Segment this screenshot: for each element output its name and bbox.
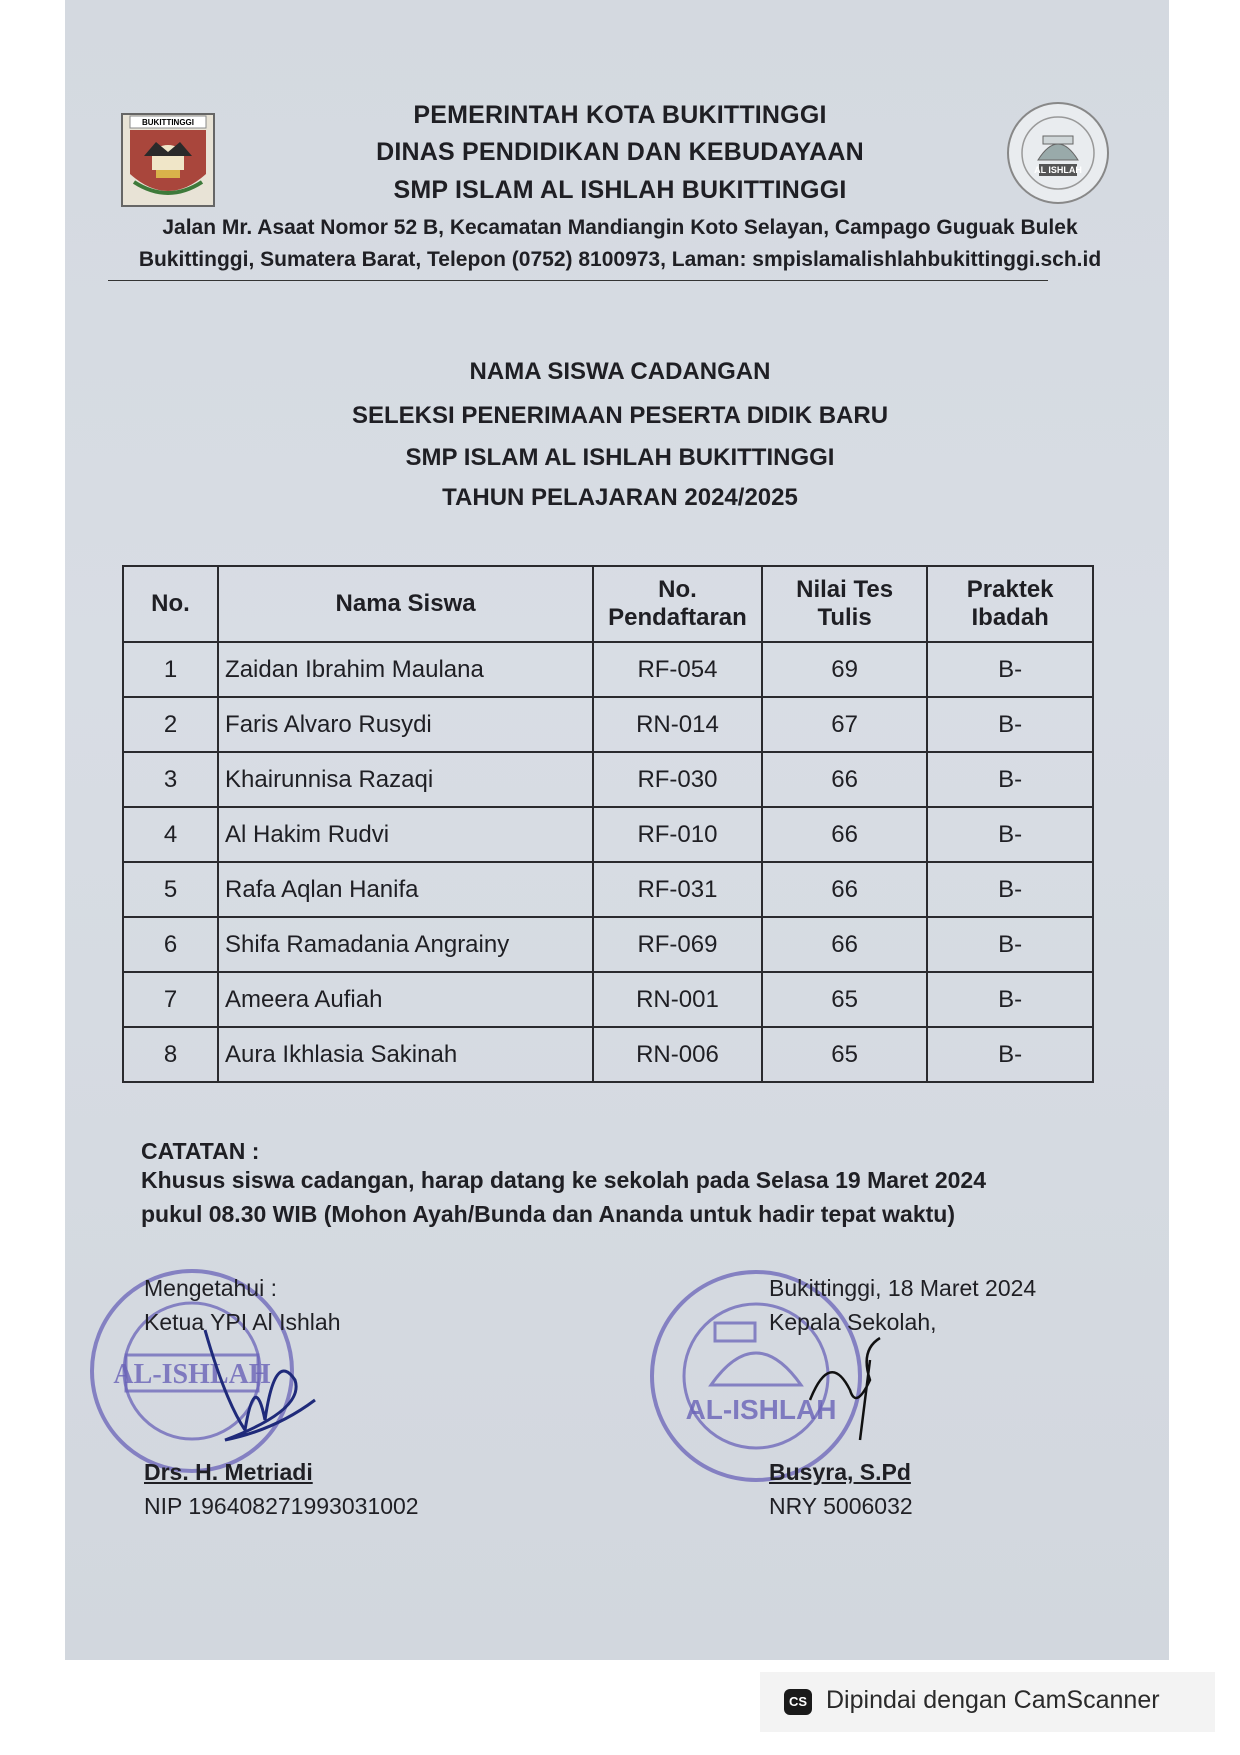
right-sign-date: Bukittinggi, 18 Maret 2024 — [769, 1275, 1037, 1301]
right-signature-block — [769, 1271, 1036, 1523]
emblem-label: BUKITTINGGI — [142, 118, 194, 127]
cell-nama: Al Hakim Rudvi — [218, 807, 593, 862]
cell-praktek: B- — [927, 642, 1093, 697]
document-subtitle: SELEKSI PENERIMAAN PESERTA DIDIK BARU — [351, 402, 889, 429]
header-nilai-tes-tulis: Nilai Tes Tulis — [762, 566, 928, 642]
letterhead-department: DINAS PENDIDIKAN DAN KEBUDAYAAN — [376, 138, 864, 166]
cell-no: 2 — [123, 697, 218, 752]
cell-pendaftaran: RF-030 — [593, 752, 762, 807]
left-sign-acknowledged: Mengetahui : — [144, 1275, 277, 1301]
cell-nama: Faris Alvaro Rusydi — [218, 697, 593, 752]
cell-nilai: 69 — [762, 642, 928, 697]
table-header-row — [123, 566, 1093, 642]
cell-nilai: 66 — [762, 807, 928, 862]
cell-no: 7 — [123, 972, 218, 1027]
table-row — [123, 972, 1093, 1027]
table-row — [123, 642, 1093, 697]
cell-no: 5 — [123, 862, 218, 917]
cell-nama: Ameera Aufiah — [218, 972, 593, 1027]
left-signer-id: NIP 196408271993031002 — [144, 1493, 419, 1519]
document-year: TAHUN PELAJARAN 2024/2025 — [442, 484, 798, 511]
cell-no: 4 — [123, 807, 218, 862]
table-row — [123, 917, 1093, 972]
cell-nilai: 67 — [762, 697, 928, 752]
cell-praktek: B- — [927, 697, 1093, 752]
cell-pendaftaran: RF-031 — [593, 862, 762, 917]
table-row — [123, 807, 1093, 862]
table-row — [123, 1027, 1093, 1082]
cell-nama: Khairunnisa Razaqi — [218, 752, 593, 807]
cell-pendaftaran: RF-069 — [593, 917, 762, 972]
note-line-2: pukul 08.30 WIB (Mohon Ayah/Bunda dan Ananda untuk hadir tepat waktu) — [141, 1201, 955, 1227]
cell-nilai: 65 — [762, 1027, 928, 1082]
table-row — [123, 752, 1093, 807]
cell-nilai: 66 — [762, 862, 928, 917]
note-title: CATATAN : — [141, 1138, 260, 1164]
camscanner-logo-icon: CS — [784, 1689, 812, 1715]
right-stamp-label: AL-ISHLAH — [685, 1394, 837, 1425]
table-row — [123, 697, 1093, 752]
cell-pendaftaran: RF-010 — [593, 807, 762, 862]
left-stamp-label: AL-ISHLAH — [113, 1359, 271, 1390]
note-line-1: Khusus siswa cadangan, harap datang ke sekolah pada Selasa 19 Maret 2024 — [141, 1167, 986, 1193]
cell-no: 8 — [123, 1027, 218, 1082]
left-signature-block — [144, 1271, 419, 1523]
cell-nama: Rafa Aqlan Hanifa — [218, 862, 593, 917]
cell-no: 1 — [123, 642, 218, 697]
header-praktek-ibadah: Praktek Ibadah — [927, 566, 1093, 642]
cell-nilai: 66 — [762, 752, 928, 807]
cell-praktek: B- — [927, 1027, 1093, 1082]
letterhead-address-line-1: Jalan Mr. Asaat Nomor 52 B, Kecamatan Mandiangin Koto Selayan, Campago Guguak Bulek — [162, 216, 1078, 239]
cell-no: 3 — [123, 752, 218, 807]
header-no: No. — [123, 566, 218, 642]
reserve-students-table — [122, 565, 1094, 1083]
document-school: SMP ISLAM AL ISHLAH BUKITTINGGI — [405, 444, 835, 471]
cell-pendaftaran: RN-006 — [593, 1027, 762, 1082]
cell-pendaftaran: RN-014 — [593, 697, 762, 752]
letterhead-school: SMP ISLAM AL ISHLAH BUKITTINGGI — [393, 176, 847, 204]
cell-nama: Aura Ikhlasia Sakinah — [218, 1027, 593, 1082]
letterhead-government: PEMERINTAH KOTA BUKITTINGGI — [413, 101, 827, 129]
camscanner-text: Dipindai dengan CamScanner — [826, 1686, 1160, 1714]
cell-praktek: B- — [927, 752, 1093, 807]
cell-pendaftaran: RF-054 — [593, 642, 762, 697]
right-logo-label: AL ISHLAH — [1034, 165, 1082, 175]
header-no-pendaftaran: No. Pendaftaran — [593, 566, 762, 642]
cell-praktek: B- — [927, 917, 1093, 972]
table-row — [123, 862, 1093, 917]
cell-praktek: B- — [927, 972, 1093, 1027]
cell-pendaftaran: RN-001 — [593, 972, 762, 1027]
left-signer-name: Drs. H. Metriadi — [144, 1459, 313, 1485]
right-sign-position: Kepala Sekolah, — [769, 1309, 937, 1335]
right-signer-id: NRY 5006032 — [769, 1493, 913, 1519]
cell-nama: Zaidan Ibrahim Maulana — [218, 642, 593, 697]
letterhead-address-line-2: Bukittinggi, Sumatera Barat, Telepon (0752) 8100973, Laman: smpislamalishlahbukittinggi.sch.id — [138, 248, 1102, 271]
header-nama: Nama Siswa — [218, 566, 593, 642]
cell-praktek: B- — [927, 807, 1093, 862]
right-signer-name: Busyra, S.Pd — [769, 1459, 911, 1485]
cell-nilai: 66 — [762, 917, 928, 972]
left-sign-position: Ketua YPI Al Ishlah — [144, 1309, 341, 1335]
cell-no: 6 — [123, 917, 218, 972]
letterhead-divider — [108, 280, 1048, 281]
cell-nilai: 65 — [762, 972, 928, 1027]
cell-nama: Shifa Ramadania Angrainy — [218, 917, 593, 972]
camscanner-watermark — [760, 1672, 1215, 1732]
cell-praktek: B- — [927, 862, 1093, 917]
document-title: NAMA SISWA CADANGAN — [469, 358, 771, 385]
